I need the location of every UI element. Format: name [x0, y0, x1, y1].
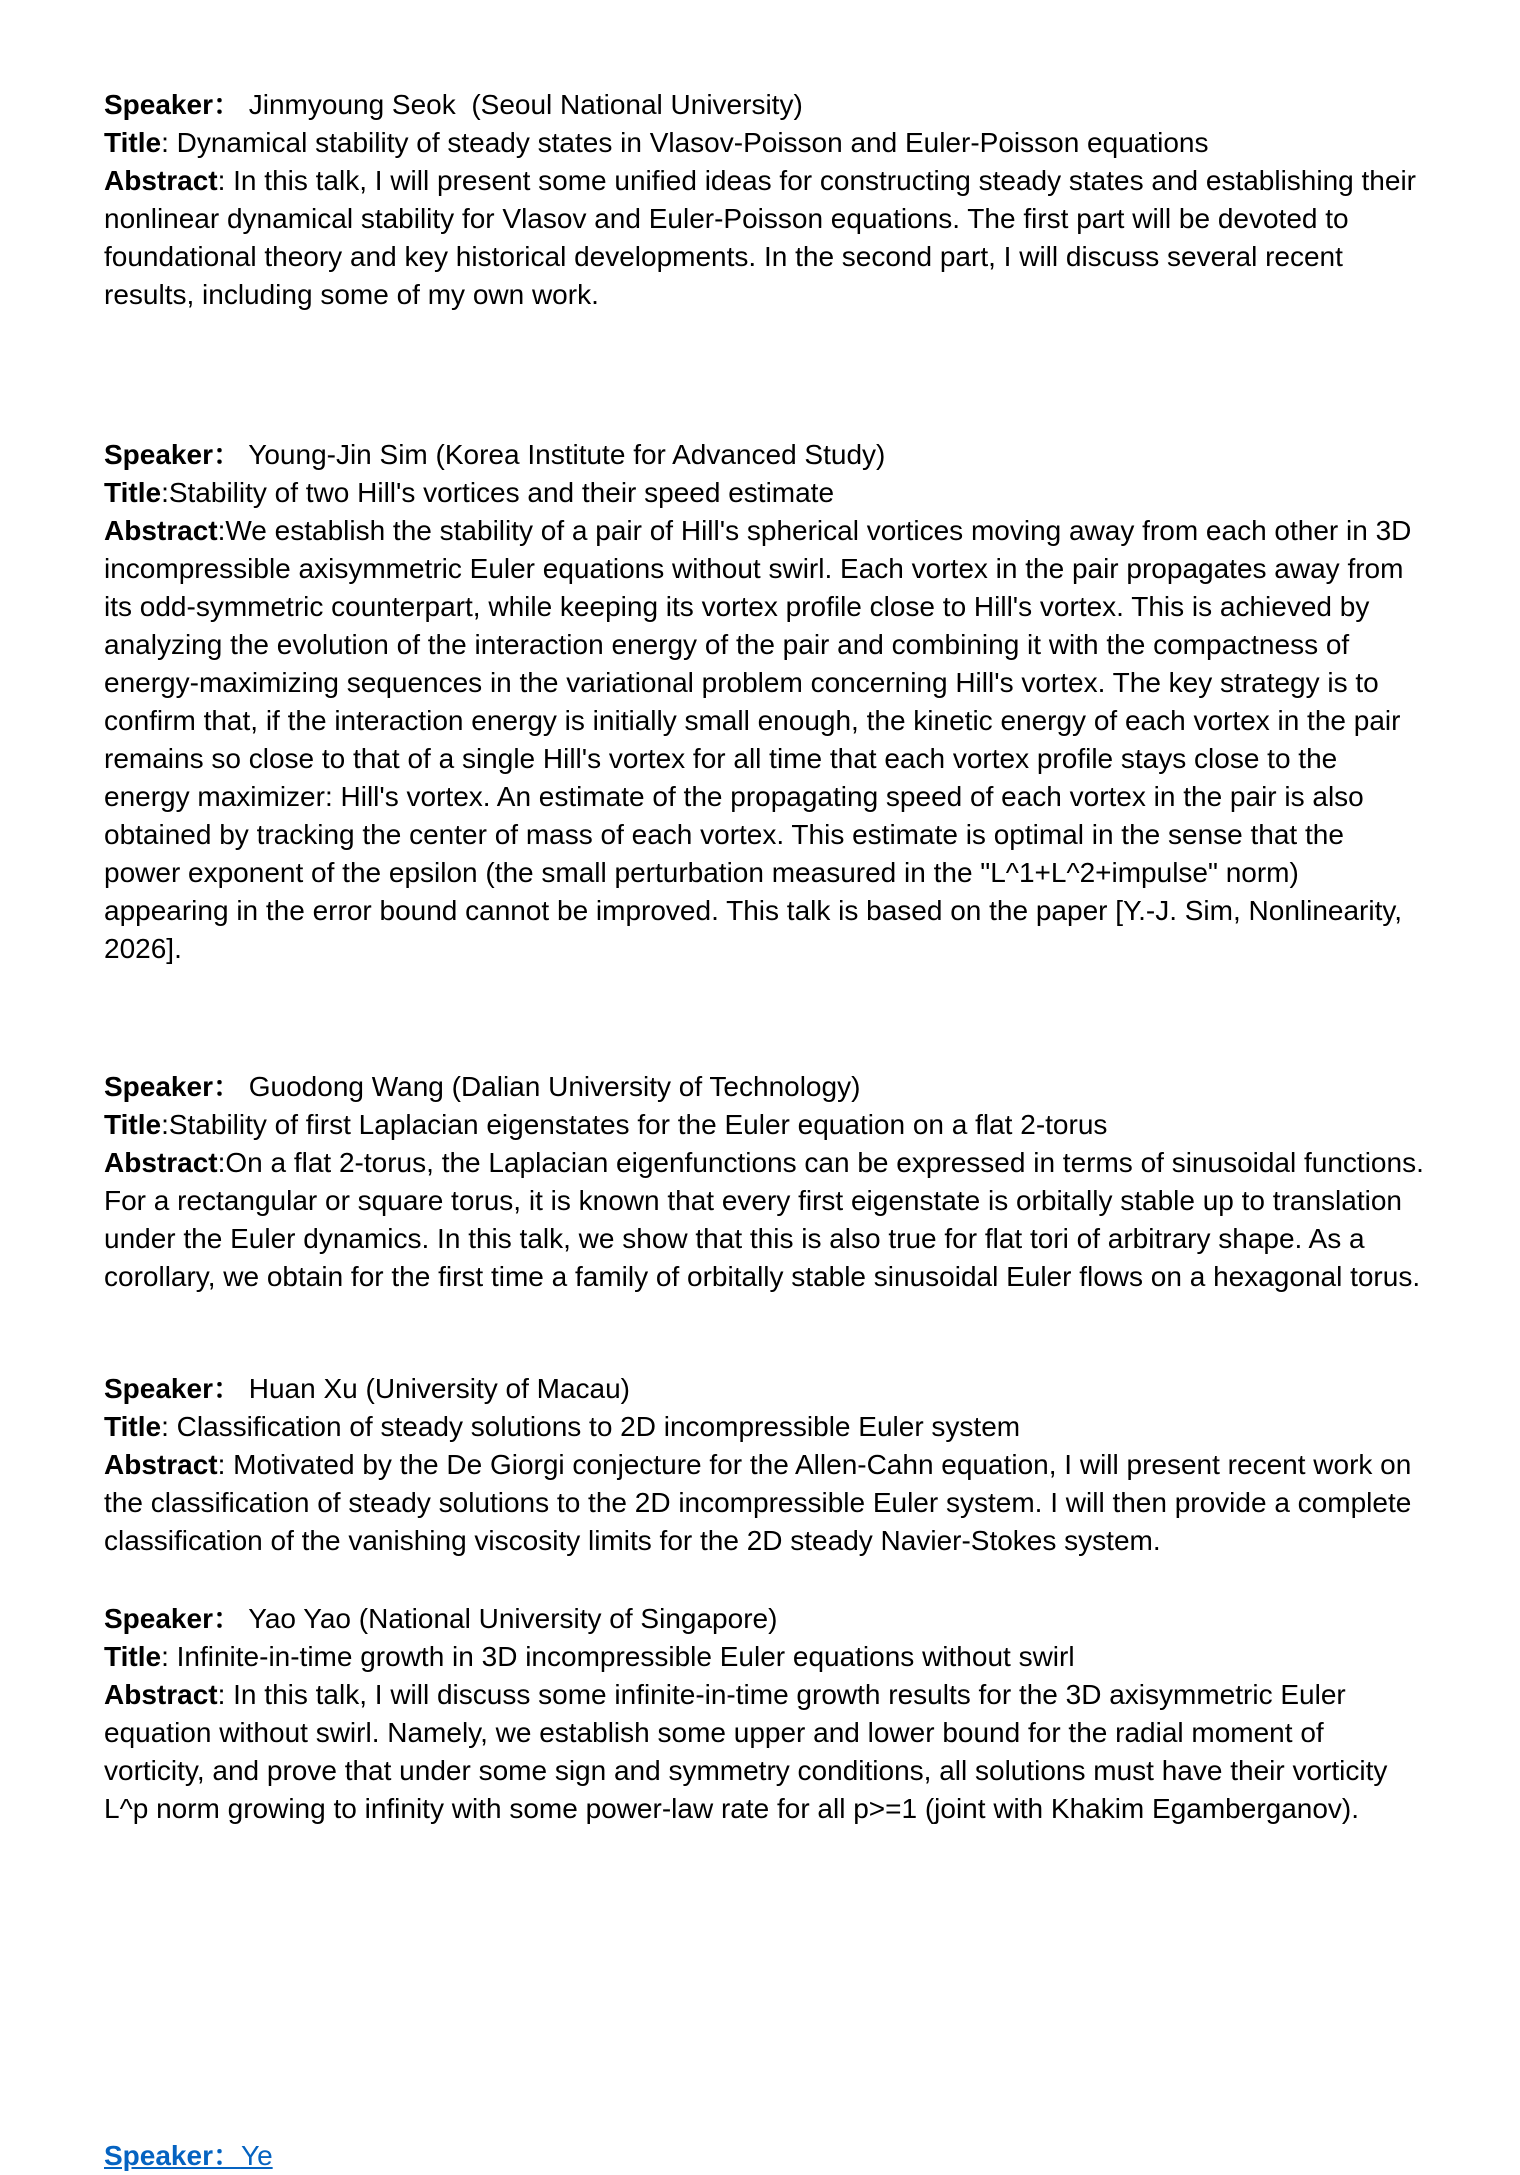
speaker-name: Young-Jin Sim (Korea Institute for Advanced Study)	[240, 439, 886, 470]
title-line	[104, 124, 1424, 162]
title-text: :Stability of two Hill's vortices and their speed estimate	[161, 477, 835, 508]
abstract-text: : Motivated by the De Giorgi conjecture for the Allen-Cahn equation, I will present recent work on the classification of steady solutions to the 2D incompressible Euler system. I will then provide a complete classification of the vanishing viscosity limits for the 2D steady Navier-Stokes system.	[104, 1449, 1420, 1556]
abstract-label: Abstract	[104, 1449, 218, 1480]
speaker-line	[104, 86, 1424, 124]
title-text: :Stability of first Laplacian eigenstates for the Euler equation on a flat 2-torus	[161, 1109, 1108, 1140]
speaker-line	[104, 436, 1424, 474]
speaker-name: Jinmyoung Seok (Seoul National University)	[240, 89, 803, 120]
speaker-label: Speaker：	[104, 439, 241, 470]
talk-entry-4	[104, 1370, 1424, 1560]
next-speaker-name: Ye	[240, 2140, 273, 2171]
speaker-name: Yao Yao (National University of Singapore)	[240, 1603, 778, 1634]
abstract-text: : In this talk, I will discuss some infinite-in-time growth results for the 3D axisymmetric Euler equation without swirl. Namely, we establish some upper and lower bound for the radial moment of vorticity, and prove that under some sign and symmetry conditions, all solutions must have their vorticity L^p norm growing to infinity with some power-law rate for all p>=1 (joint with Khakim Egamberganov).	[104, 1679, 1396, 1824]
talk-list	[104, 86, 1432, 1828]
speaker-line	[104, 1370, 1424, 1408]
abstract-text: :We establish the stability of a pair of Hill's spherical vortices moving away from each other in 3D incompressible axisymmetric Euler equations without swirl. Each vortex in the pair propagates away from its odd-symmetric counterpart, while keeping its vortex profile close to Hill's vortex. This is achieved by analyzing the evolution of the interaction energy of the pair and combining it with the compactness of energy-maximizing sequences in the variational problem concerning Hill's vortex. The key strategy is to confirm that, if the interaction energy is initially small enough, the kinetic energy of each vortex in the pair remains so close to that of a single Hill's vortex for all time that each vortex profile stays close to the energy maximizer: Hill's vortex. An estimate of the propagating speed of each vortex in the pair is also obtained by tracking the center of mass of each vortex. This estimate is optimal in the sense that the power exponent of the epsilon (the small perturbation measured in the "L^1+L^2+impulse" norm) appearing in the error bound cannot be improved. This talk is based on the paper [Y.-J. Sim, Nonlinearity, 2026].	[104, 515, 1420, 964]
title-text: : Infinite-in-time growth in 3D incompressible Euler equations without swirl	[161, 1641, 1075, 1672]
title-label: Title	[104, 1411, 162, 1442]
talk-entry-5	[104, 1600, 1424, 1828]
abstract-paragraph	[104, 512, 1424, 968]
next-speaker-label: Speaker：	[104, 2140, 241, 2171]
title-label: Title	[104, 477, 162, 508]
next-speaker-partial-link[interactable]	[104, 2137, 273, 2175]
speaker-label: Speaker：	[104, 1373, 241, 1404]
speaker-label: Speaker：	[104, 89, 241, 120]
abstract-label: Abstract	[104, 1679, 218, 1710]
talk-entry-3	[104, 1068, 1432, 1296]
title-line	[104, 1106, 1424, 1144]
abstract-text: :On a flat 2-torus, the Laplacian eigenfunctions can be expressed in terms of sinusoidal functions. For a rectangular or square torus, it is known that every first eigenstate is orbitally stable up to translation under the Euler dynamics. In this talk, we show that this is also true for flat tori of arbitrary shape. As a corollary, we obtain for the first time a family of orbitally stable sinusoidal Euler flows on a hexagonal torus.	[104, 1147, 1432, 1292]
speaker-line	[104, 1600, 1424, 1638]
abstract-label: Abstract	[104, 515, 218, 546]
title-text: : Classification of steady solutions to 2D incompressible Euler system	[161, 1411, 1021, 1442]
abstract-paragraph	[104, 1446, 1424, 1560]
speaker-name: Huan Xu (University of Macau)	[240, 1373, 631, 1404]
title-line	[104, 1408, 1424, 1446]
title-text: : Dynamical stability of steady states in Vlasov-Poisson and Euler-Poisson equations	[161, 127, 1209, 158]
abstract-paragraph	[104, 1144, 1432, 1296]
speaker-label: Speaker：	[104, 1603, 241, 1634]
abstract-paragraph	[104, 1676, 1424, 1828]
speaker-label: Speaker：	[104, 1071, 241, 1102]
abstract-label: Abstract	[104, 165, 218, 196]
title-label: Title	[104, 127, 162, 158]
abstract-label: Abstract	[104, 1147, 218, 1178]
title-label: Title	[104, 1109, 162, 1140]
title-line	[104, 1638, 1424, 1676]
title-line	[104, 474, 1424, 512]
abstract-paragraph	[104, 162, 1424, 314]
speaker-line	[104, 1068, 1424, 1106]
talk-entry-2	[104, 436, 1424, 968]
speaker-name: Guodong Wang (Dalian University of Technology)	[240, 1071, 861, 1102]
talk-entry-1	[104, 86, 1424, 314]
title-label: Title	[104, 1641, 162, 1672]
abstract-text: : In this talk, I will present some unified ideas for constructing steady states and establishing their nonlinear dynamical stability for Vlasov and Euler-Poisson equations. The first part will be devoted to foundational theory and key historical developments. In the second part, I will discuss several recent results, including some of my own work.	[104, 165, 1424, 310]
